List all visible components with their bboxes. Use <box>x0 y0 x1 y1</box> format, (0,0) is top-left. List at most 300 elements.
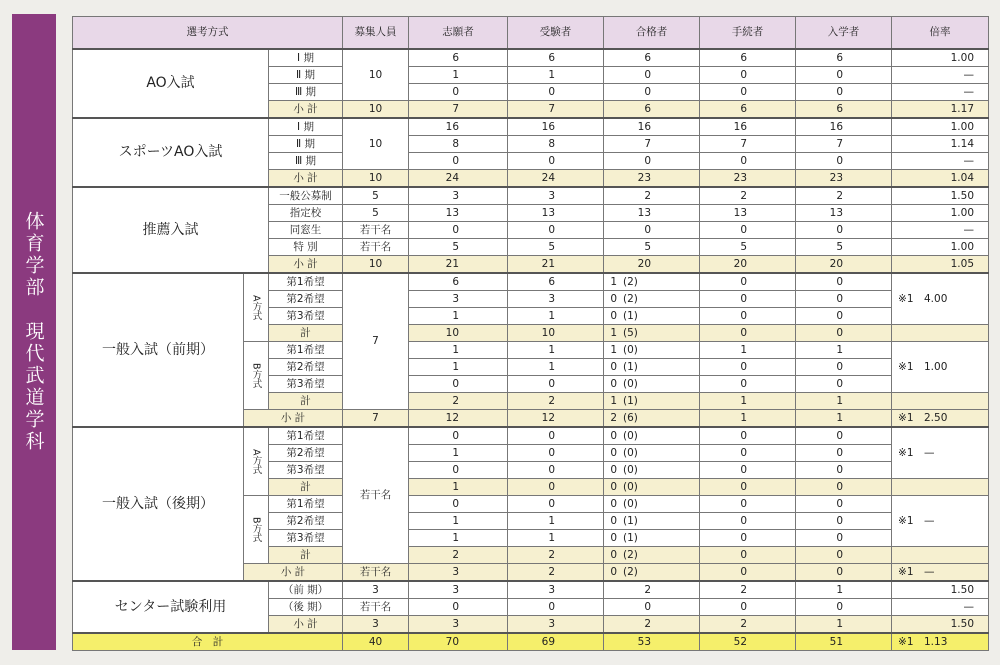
value-cell: 1 <box>796 393 892 410</box>
value-cell: 0 <box>700 376 796 393</box>
capacity-cell: 若干名 <box>343 427 409 564</box>
value-cell: 1 <box>409 359 508 376</box>
value-cell: 0 <box>796 427 892 445</box>
value-cell: 2 <box>508 564 604 582</box>
value-cell: 6 <box>700 101 796 119</box>
value-cell: 0 <box>508 153 604 170</box>
value-cell: 2 <box>508 393 604 410</box>
value-cell: 3 <box>409 616 508 634</box>
header-cell: 受験者 <box>508 17 604 50</box>
value-cell: 0 <box>700 547 796 564</box>
capacity-cell: 5 <box>343 187 409 205</box>
subcategory-label: Ⅱ 期 <box>269 67 343 84</box>
value-cell: 70 <box>409 633 508 651</box>
value-cell: 0 <box>508 496 604 513</box>
capacity-cell: 若干名 <box>343 222 409 239</box>
value-cell <box>604 427 700 445</box>
pass-count: 2 <box>610 411 618 424</box>
value-cell <box>604 547 700 564</box>
subcategory-label: 第2希望 <box>269 359 343 376</box>
subcategory-label: （前 期） <box>269 581 343 599</box>
ratio-cell: 1.00 <box>892 239 989 256</box>
value-cell: 0 <box>796 222 892 239</box>
value-cell: 0 <box>796 308 892 325</box>
pass-paren-count: (0) <box>623 377 638 390</box>
value-cell: 0 <box>409 496 508 513</box>
subcategory-label: 第1希望 <box>269 427 343 445</box>
value-cell: 3 <box>409 291 508 308</box>
capacity-cell: 若干名 <box>343 599 409 616</box>
value-cell: 0 <box>700 67 796 84</box>
side-title: 体育学部 現代武道学科 <box>22 211 45 453</box>
pass-count: 0 <box>610 548 618 561</box>
capacity-cell: 10 <box>343 118 409 170</box>
subcategory-label: 小 計 <box>269 101 343 119</box>
value-cell: 0 <box>700 273 796 291</box>
total-label: 合 計 <box>73 633 343 651</box>
value-cell: 0 <box>700 445 796 462</box>
ratio-cell: 1.04 <box>892 170 989 188</box>
capacity-cell: 10 <box>343 256 409 274</box>
method-label: A方式 <box>244 427 269 496</box>
pass-count: 1 <box>610 275 618 288</box>
ratio-cell: — <box>892 222 989 239</box>
subcategory-label: Ⅰ 期 <box>269 49 343 67</box>
ratio-cell <box>892 393 989 410</box>
capacity-cell: 5 <box>343 205 409 222</box>
value-cell: 16 <box>409 118 508 136</box>
value-cell: 0 <box>508 376 604 393</box>
ratio-cell <box>892 325 989 342</box>
pass-count: 1 <box>610 343 618 356</box>
subcategory-label: 計 <box>269 547 343 564</box>
value-cell: 0 <box>796 273 892 291</box>
pass-paren-count: (1) <box>623 360 638 373</box>
header-cell: 手続者 <box>700 17 796 50</box>
capacity-cell: 3 <box>343 581 409 599</box>
value-cell: 10 <box>508 325 604 342</box>
value-cell: 20 <box>700 256 796 274</box>
value-cell: 1 <box>700 410 796 428</box>
value-cell: 20 <box>604 256 700 274</box>
subcategory-label: 第1希望 <box>269 342 343 359</box>
value-cell: 0 <box>796 359 892 376</box>
value-cell: 8 <box>409 136 508 153</box>
header-row <box>73 17 989 50</box>
header-cell: 志願者 <box>409 17 508 50</box>
subcategory-label: 第3希望 <box>269 530 343 547</box>
value-cell: 2 <box>700 581 796 599</box>
value-cell: 1 <box>409 445 508 462</box>
subcategory-label: 第2希望 <box>269 291 343 308</box>
value-cell: 16 <box>604 118 700 136</box>
value-cell: 6 <box>409 273 508 291</box>
subcategory-label: Ⅱ 期 <box>269 136 343 153</box>
value-cell: 0 <box>409 599 508 616</box>
subcategory-label: 計 <box>269 325 343 342</box>
pass-count: 0 <box>610 377 618 390</box>
value-cell: 1 <box>508 513 604 530</box>
pass-paren-count: (2) <box>623 292 638 305</box>
value-cell: 7 <box>409 101 508 119</box>
capacity-cell: 10 <box>343 101 409 119</box>
value-cell: 7 <box>796 136 892 153</box>
capacity-cell: 3 <box>343 616 409 634</box>
subcategory-label: Ⅲ 期 <box>269 153 343 170</box>
value-cell: 0 <box>700 291 796 308</box>
value-cell: 0 <box>700 84 796 101</box>
value-cell: 0 <box>508 479 604 496</box>
table-row <box>73 49 989 67</box>
value-cell: 5 <box>796 239 892 256</box>
value-cell <box>604 376 700 393</box>
header-cell: 倍率 <box>892 17 989 50</box>
value-cell: 0 <box>508 427 604 445</box>
pass-paren-count: (1) <box>623 394 638 407</box>
pass-paren-count: (1) <box>623 514 638 527</box>
ratio-cell: ※1 1.00 <box>892 342 989 393</box>
value-cell: 2 <box>604 187 700 205</box>
value-cell: 1 <box>796 410 892 428</box>
pass-paren-count: (0) <box>623 343 638 356</box>
ratio-cell: 1.17 <box>892 101 989 119</box>
subcategory-label: 第2希望 <box>269 513 343 530</box>
value-cell <box>604 479 700 496</box>
pass-count: 0 <box>610 497 618 510</box>
value-cell: 13 <box>700 205 796 222</box>
value-cell <box>604 530 700 547</box>
value-cell: 0 <box>700 462 796 479</box>
value-cell <box>604 496 700 513</box>
pass-paren-count: (0) <box>623 446 638 459</box>
pass-paren-count: (0) <box>623 497 638 510</box>
capacity-cell: 若干名 <box>343 239 409 256</box>
value-cell: 1 <box>409 342 508 359</box>
value-cell: 1 <box>409 513 508 530</box>
pass-paren-count: (2) <box>623 275 638 288</box>
value-cell: 3 <box>508 187 604 205</box>
method-label: B方式 <box>244 342 269 410</box>
value-cell: 21 <box>508 256 604 274</box>
value-cell: 16 <box>700 118 796 136</box>
capacity-cell: 40 <box>343 633 409 651</box>
value-cell: 5 <box>508 239 604 256</box>
value-cell: 0 <box>796 513 892 530</box>
value-cell: 2 <box>700 187 796 205</box>
value-cell: 0 <box>409 376 508 393</box>
value-cell: 0 <box>508 222 604 239</box>
header-cell: 選考方式 <box>73 17 343 50</box>
subcategory-label: 小 計 <box>269 616 343 634</box>
value-cell <box>604 462 700 479</box>
method-label: A方式 <box>244 273 269 342</box>
pass-count: 0 <box>610 360 618 373</box>
ratio-cell: 1.50 <box>892 616 989 634</box>
value-cell: 0 <box>508 445 604 462</box>
value-cell: 6 <box>508 49 604 67</box>
pass-count: 1 <box>610 394 618 407</box>
value-cell: 1 <box>508 67 604 84</box>
ratio-cell: 1.00 <box>892 205 989 222</box>
ratio-cell: ※1 1.13 <box>892 633 989 651</box>
value-cell: 0 <box>700 222 796 239</box>
value-cell: 2 <box>409 547 508 564</box>
value-cell: 1 <box>508 530 604 547</box>
value-cell: 0 <box>700 308 796 325</box>
value-cell: 1 <box>796 581 892 599</box>
pass-count: 0 <box>610 531 618 544</box>
value-cell: 8 <box>508 136 604 153</box>
value-cell <box>604 273 700 291</box>
value-cell: 2 <box>409 393 508 410</box>
pass-paren-count: (2) <box>623 548 638 561</box>
pass-count: 0 <box>610 514 618 527</box>
value-cell: 0 <box>604 153 700 170</box>
value-cell: 1 <box>508 308 604 325</box>
pass-count: 0 <box>610 446 618 459</box>
value-cell: 6 <box>796 101 892 119</box>
value-cell: 6 <box>409 49 508 67</box>
pass-paren-count: (5) <box>623 326 638 339</box>
value-cell: 3 <box>409 564 508 582</box>
value-cell: 0 <box>409 153 508 170</box>
value-cell: 0 <box>700 359 796 376</box>
capacity-cell: 7 <box>343 273 409 410</box>
value-cell: 53 <box>604 633 700 651</box>
value-cell: 0 <box>508 84 604 101</box>
value-cell: 0 <box>700 427 796 445</box>
ratio-cell: — <box>892 84 989 101</box>
value-cell: 5 <box>700 239 796 256</box>
subcategory-label: （後 期） <box>269 599 343 616</box>
pass-count: 0 <box>610 463 618 476</box>
value-cell: 3 <box>409 581 508 599</box>
value-cell: 0 <box>796 496 892 513</box>
table-row <box>73 581 989 599</box>
subcategory-label: 小 計 <box>244 564 343 582</box>
ratio-cell: 1.14 <box>892 136 989 153</box>
capacity-cell: 10 <box>343 49 409 101</box>
value-cell <box>604 410 700 428</box>
value-cell: 1 <box>409 479 508 496</box>
value-cell: 0 <box>700 530 796 547</box>
value-cell: 1 <box>409 308 508 325</box>
subcategory-label: 計 <box>269 393 343 410</box>
value-cell: 2 <box>700 616 796 634</box>
value-cell: 2 <box>508 547 604 564</box>
value-cell: 0 <box>604 599 700 616</box>
ratio-cell: 1.05 <box>892 256 989 274</box>
admission-table <box>72 16 989 651</box>
value-cell: 1 <box>409 530 508 547</box>
value-cell: 0 <box>409 222 508 239</box>
value-cell: 3 <box>508 616 604 634</box>
ratio-cell <box>892 547 989 564</box>
value-cell: 0 <box>700 564 796 582</box>
value-cell: 0 <box>796 530 892 547</box>
value-cell: 0 <box>700 599 796 616</box>
category-label: AO入試 <box>73 49 269 118</box>
pass-paren-count: (0) <box>623 480 638 493</box>
value-cell <box>604 325 700 342</box>
ratio-cell: 1.50 <box>892 187 989 205</box>
value-cell: 1 <box>796 616 892 634</box>
subcategory-label: 小 計 <box>269 170 343 188</box>
value-cell: 5 <box>604 239 700 256</box>
value-cell: 23 <box>604 170 700 188</box>
value-cell: 2 <box>604 581 700 599</box>
side-label <box>12 14 56 650</box>
subcategory-label: 小 計 <box>269 256 343 274</box>
total-row <box>73 633 989 651</box>
header-cell: 入学者 <box>796 17 892 50</box>
pass-paren-count: (0) <box>623 429 638 442</box>
ratio-cell: ※1 — <box>892 496 989 547</box>
subcategory-label: 第3希望 <box>269 376 343 393</box>
subcategory-label: Ⅲ 期 <box>269 84 343 101</box>
value-cell: 6 <box>604 101 700 119</box>
value-cell: 1 <box>409 67 508 84</box>
ratio-cell: 1.00 <box>892 118 989 136</box>
subcategory-label: 第3希望 <box>269 308 343 325</box>
value-cell: 2 <box>604 616 700 634</box>
value-cell: 13 <box>796 205 892 222</box>
value-cell: 6 <box>604 49 700 67</box>
value-cell: 1 <box>700 393 796 410</box>
category-label: 推薦入試 <box>73 187 269 273</box>
value-cell: 0 <box>796 599 892 616</box>
value-cell <box>604 393 700 410</box>
subcategory-label: 第3希望 <box>269 462 343 479</box>
value-cell: 0 <box>700 479 796 496</box>
pass-paren-count: (0) <box>623 463 638 476</box>
subcategory-label: 計 <box>269 479 343 496</box>
value-cell: 23 <box>796 170 892 188</box>
value-cell: 0 <box>604 222 700 239</box>
value-cell: 0 <box>796 67 892 84</box>
header-cell: 募集人員 <box>343 17 409 50</box>
value-cell: 20 <box>796 256 892 274</box>
value-cell: 0 <box>409 427 508 445</box>
pass-paren-count: (1) <box>623 531 638 544</box>
header-cell: 合格者 <box>604 17 700 50</box>
value-cell: 5 <box>409 239 508 256</box>
value-cell: 3 <box>508 581 604 599</box>
value-cell: 16 <box>508 118 604 136</box>
value-cell: 0 <box>796 547 892 564</box>
value-cell: 0 <box>796 153 892 170</box>
subcategory-label: 小 計 <box>244 410 343 428</box>
ratio-cell <box>892 479 989 496</box>
value-cell: 1 <box>796 342 892 359</box>
capacity-cell: 若干名 <box>343 564 409 582</box>
pass-count: 0 <box>610 480 618 493</box>
value-cell: 0 <box>796 462 892 479</box>
value-cell: 24 <box>409 170 508 188</box>
value-cell: 7 <box>604 136 700 153</box>
value-cell: 13 <box>409 205 508 222</box>
value-cell: 0 <box>700 513 796 530</box>
value-cell: 24 <box>508 170 604 188</box>
value-cell: 6 <box>796 49 892 67</box>
value-cell: 0 <box>796 479 892 496</box>
value-cell: 23 <box>700 170 796 188</box>
table-row <box>73 187 989 205</box>
value-cell <box>604 445 700 462</box>
subcategory-label: 第1希望 <box>269 496 343 513</box>
pass-count: 0 <box>610 429 618 442</box>
subcategory-label: 特 別 <box>269 239 343 256</box>
pass-count: 0 <box>610 309 618 322</box>
value-cell: 0 <box>796 376 892 393</box>
value-cell: 0 <box>796 564 892 582</box>
value-cell: 1 <box>508 342 604 359</box>
pass-paren-count: (6) <box>623 411 638 424</box>
ratio-cell: ※1 — <box>892 427 989 479</box>
ratio-cell: 1.50 <box>892 581 989 599</box>
value-cell: 0 <box>604 67 700 84</box>
pass-count: 0 <box>610 292 618 305</box>
subcategory-label: 第2希望 <box>269 445 343 462</box>
value-cell: 0 <box>508 599 604 616</box>
pass-paren-count: (2) <box>623 565 638 578</box>
ratio-cell: — <box>892 599 989 616</box>
value-cell: 0 <box>409 462 508 479</box>
subcategory-label: 指定校 <box>269 205 343 222</box>
value-cell: 0 <box>508 462 604 479</box>
value-cell: 0 <box>796 84 892 101</box>
value-cell <box>604 308 700 325</box>
value-cell <box>604 291 700 308</box>
value-cell: 10 <box>409 325 508 342</box>
table-row <box>73 427 989 445</box>
value-cell <box>604 342 700 359</box>
pass-count: 0 <box>610 565 618 578</box>
value-cell: 13 <box>604 205 700 222</box>
value-cell: 0 <box>700 496 796 513</box>
subcategory-label: Ⅰ 期 <box>269 118 343 136</box>
value-cell: 12 <box>508 410 604 428</box>
ratio-cell: ※1 2.50 <box>892 410 989 428</box>
value-cell: 2 <box>796 187 892 205</box>
value-cell: 0 <box>796 445 892 462</box>
pass-count: 1 <box>610 326 618 339</box>
subcategory-label: 第1希望 <box>269 273 343 291</box>
category-label: センター試験利用 <box>73 581 269 633</box>
category-label: 一般入試（前期） <box>73 273 244 427</box>
value-cell: 1 <box>700 342 796 359</box>
ratio-cell: ※1 — <box>892 564 989 582</box>
value-cell: 16 <box>796 118 892 136</box>
value-cell: 3 <box>508 291 604 308</box>
capacity-cell: 7 <box>343 410 409 428</box>
value-cell: 0 <box>409 84 508 101</box>
ratio-cell: 1.00 <box>892 49 989 67</box>
value-cell: 7 <box>508 101 604 119</box>
value-cell: 6 <box>508 273 604 291</box>
value-cell: 13 <box>508 205 604 222</box>
value-cell: 1 <box>508 359 604 376</box>
value-cell: 0 <box>796 325 892 342</box>
subcategory-label: 同窓生 <box>269 222 343 239</box>
value-cell: 0 <box>796 291 892 308</box>
method-label: B方式 <box>244 496 269 564</box>
value-cell: 6 <box>700 49 796 67</box>
table-row <box>73 118 989 136</box>
value-cell: 21 <box>409 256 508 274</box>
value-cell: 3 <box>409 187 508 205</box>
category-label: 一般入試（後期） <box>73 427 244 581</box>
